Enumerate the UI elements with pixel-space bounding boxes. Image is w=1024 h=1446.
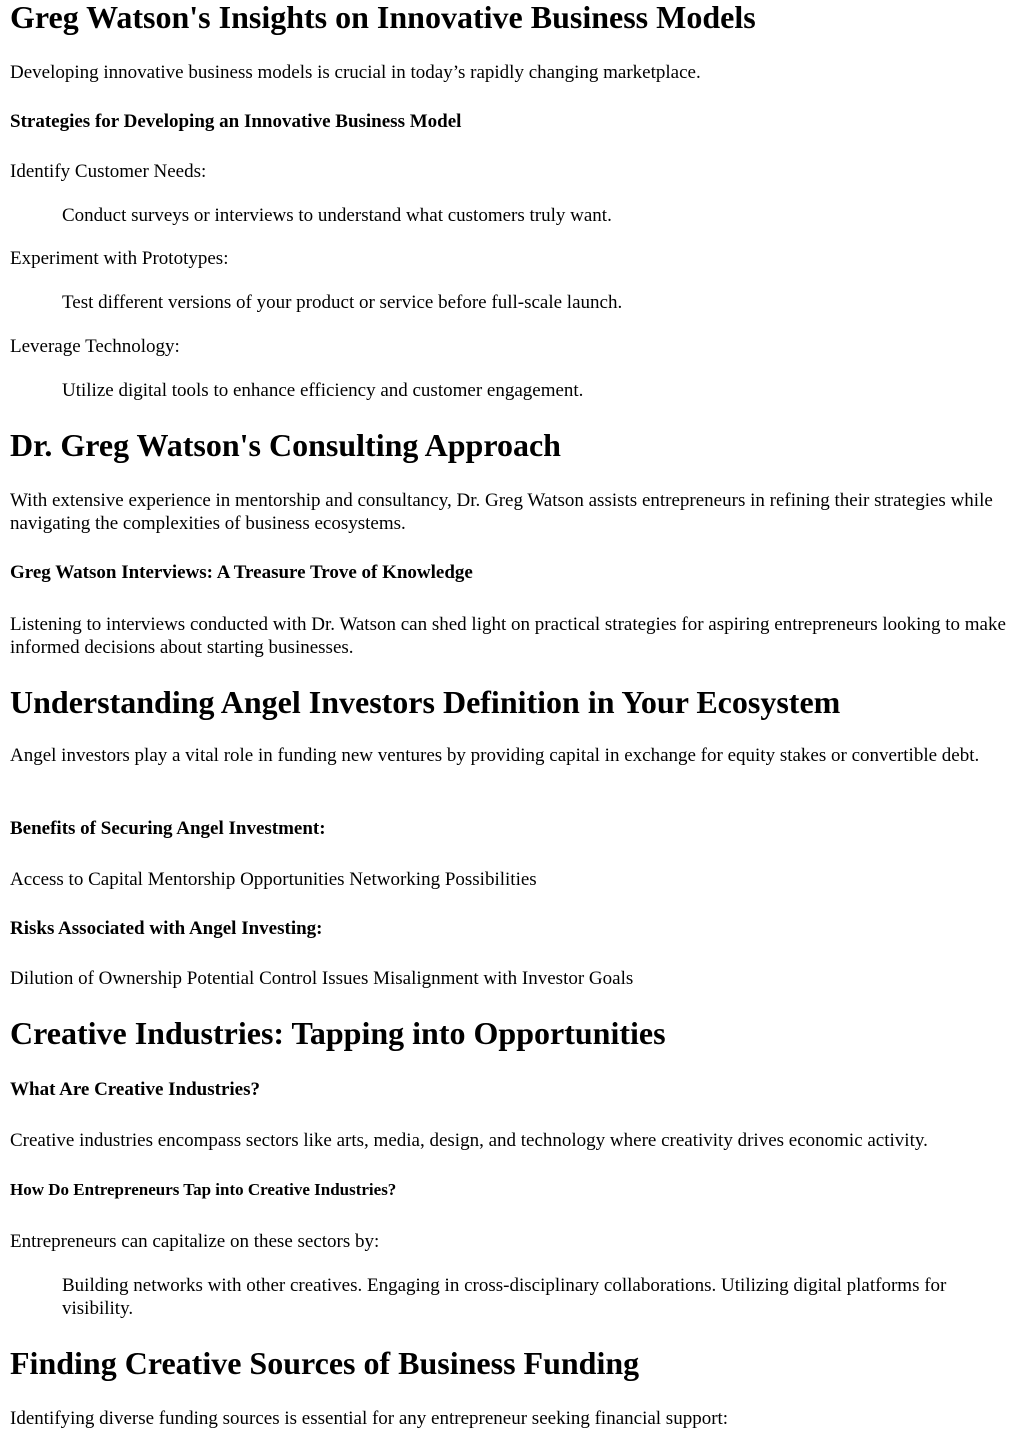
consulting-body: With extensive experience in mentorship and consultancy, Dr. Greg Watson assists entrepreneurs in refining their strategies while navigating the complexities of business ecosystems.: [10, 490, 993, 534]
what-creative-heading: What Are Creative Industries?: [10, 1079, 260, 1100]
interviews-body: Listening to interviews conducted with Dr. Watson can shed light on practical strategies for aspiring entrepreneurs looking to make informed decisions about starting businesses.: [10, 614, 1006, 658]
creative-heading: Creative Industries: Tapping into Opportunities: [10, 1015, 666, 1051]
risks-heading: Risks Associated with Angel Investing:: [10, 918, 323, 939]
interviews-subheading: Greg Watson Interviews: A Treasure Trove of Knowledge: [10, 562, 473, 583]
funding-heading: Finding Creative Sources of Business Funding: [10, 1345, 640, 1381]
risks-text: Dilution of Ownership Potential Control Issues Misalignment with Investor Goals: [10, 968, 634, 989]
insights-heading: Greg Watson's Insights on Innovative Business Models: [10, 0, 756, 35]
how-creative-intro: Entrepreneurs can capitalize on these sectors by:: [10, 1231, 380, 1252]
what-creative-body: Creative industries encompass sectors like arts, media, design, and technology where creativity drives economic activity.: [10, 1130, 928, 1151]
strategy-label-prototypes: Experiment with Prototypes:: [10, 248, 229, 269]
strategy-detail-technology: Utilize digital tools to enhance efficiency and customer engagement.: [62, 380, 584, 401]
strategy-label-technology: Leverage Technology:: [10, 336, 180, 357]
funding-body: Identifying diverse funding sources is essential for any entrepreneur seeking financial support:: [10, 1408, 729, 1429]
benefits-text: Access to Capital Mentorship Opportunities Networking Possibilities: [10, 869, 537, 890]
how-creative-detail: Building networks with other creatives. Engaging in cross-disciplinary collaborations. Utilizing digital platforms for visibility.: [62, 1275, 947, 1319]
insights-intro: Developing innovative business models is crucial in today’s rapidly changing marketplace.: [10, 62, 701, 83]
consulting-heading: Dr. Greg Watson's Consulting Approach: [10, 427, 561, 463]
angel-heading: Understanding Angel Investors Definition in Your Ecosystem: [10, 684, 841, 720]
strategy-detail-customer-needs: Conduct surveys or interviews to understand what customers truly want.: [62, 205, 612, 226]
strategy-detail-prototypes: Test different versions of your product or service before full-scale launch.: [62, 292, 623, 313]
strategies-subheading: Strategies for Developing an Innovative Business Model: [10, 111, 462, 132]
angel-body: Angel investors play a vital role in funding new ventures by providing capital in exchange for equity stakes or convertible debt.: [10, 745, 980, 766]
benefits-heading: Benefits of Securing Angel Investment:: [10, 818, 326, 839]
how-creative-heading: How Do Entrepreneurs Tap into Creative Industries?: [10, 1180, 397, 1199]
strategy-label-customer-needs: Identify Customer Needs:: [10, 161, 207, 182]
